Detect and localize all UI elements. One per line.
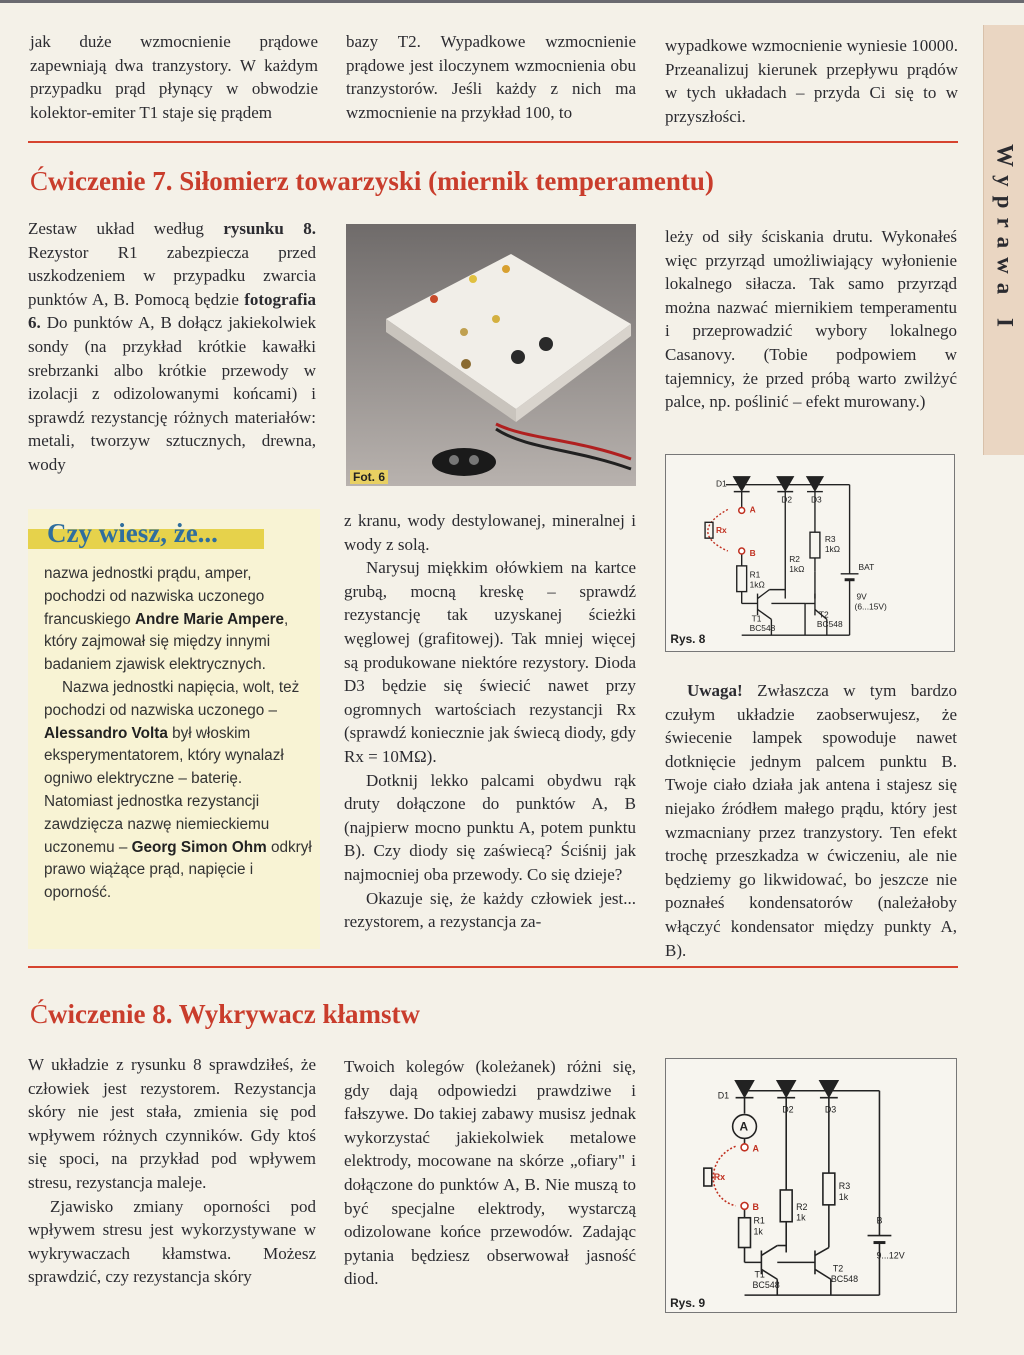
exercise-8-column-1 — [28, 1053, 316, 1289]
ex7-foto-ref: fotografia 6. — [28, 289, 316, 333]
top-column-3-text: wypadkowe wzmocnienie wyniesie 10000. Przeanalizuj kierunek przepływu prądów w tych układach – przyda Ci się to w przyszłości. — [665, 36, 958, 126]
rys9-battery-label: B — [876, 1215, 883, 1226]
rys8-battery-label: BAT — [858, 561, 875, 572]
rys9-point-a: A — [752, 1143, 759, 1154]
info-box-body — [44, 563, 314, 905]
rys8-battery-range: (6...15V) — [854, 601, 887, 612]
top-column-3 — [665, 34, 958, 128]
info-p2-text-end: odkrył prawo wiążące prąd, napięcie i oporność. — [44, 838, 312, 902]
rys9-caption: Rys. 9 — [670, 1296, 706, 1311]
info-p2-text-mid: był włoskim eksperymentatorem, który wynalazł ogniwo elektryczne – baterię. Natomiast jednostka rezystancji zawdzięcza nazwę niemieckiemu uczonemu – — [44, 724, 284, 856]
info-p2-text: Nazwa jednostki napięcia, wolt, też pochodzi od nazwiska uczonego – — [44, 678, 300, 719]
top-column-2-text: bazy T2. Wypadkowe wzmocnienie prądowe jest iloczynem wzmocnienia obu tranzystorów. Jeśli każdy z nich ma wzmocnienie na przykład 100, to — [346, 32, 636, 122]
ex7-rysunek-ref: rysunku 8. — [223, 219, 317, 238]
rys8-t1-label: T1 — [751, 613, 762, 624]
ex7-text-c: Rezystor R1 zabezpiecza przed uszkodzeniem w przypadku zwarcia punktów A, B. Pomocą będzie — [28, 242, 316, 309]
ex7-text-e: Do punktów A, B dołącz jakiekolwiek sondy (na przykład krótkie kawałki srebrzanki albo krótkie przewody w izolacji z odizolowanymi końcami) i sprawdź rezystancję różnych materiałów: metali, tworzyw sztucznych, drewna, wody — [28, 313, 316, 474]
ex8-col2-paragraph-1: Twoich kolegów (koleżanek) różni się, gdy dają odpowiedzi prawdziwe i fałszywe. Do takiej zabawy musisz jednak wykorzystać jakiekolwiek metalowe elektrody, mocowane na skórze „ofiary" i dołączone do punktów A, B. Nie muszą to być specjalne elektrody, wystarczą odizolowane końce przewodów. Zadając pytania będziesz obserwował jasność diod. — [344, 1057, 636, 1289]
ex7-col2-paragraph-2: Narysuj miękkim ołówkiem na kartce grubą, mocną kreskę – sprawdź rezystancję tak uzyskanej ścieżki węglowej (grafitowej). Tak mniej więcej są produkowane niektóre rezystory. Dioda D3 będzie się świecić nawet przy ogromnych wartościach rezystancji Rx (sprawdź koniecznie jak świecą diody, gdy Rx = 10MΩ). — [344, 558, 636, 766]
ex7-col2-paragraph-1: z kranu, wody destylowanej, mineralnej i wody z solą. — [344, 511, 636, 554]
section-side-tab — [983, 25, 1024, 455]
rys8-point-b: B — [749, 547, 756, 558]
section-divider-2 — [28, 966, 958, 968]
ex7-col3-paragraph-1: leży od siły ściskania drutu. Wykonałeś więc przyrząd umożliwiający wyłonienie lokalnego siłacza. Tak samo przyrząd można nazwać miernikiem temperamentu i przeprowadzić wybory lokalnego Casanovy. (Tobie podpowiem w tajemnicy, że przed próbą warto zwilżyć palce, np. poślinić – efekt murowany.) — [665, 227, 957, 412]
rys9-r1-value: 1k — [753, 1226, 763, 1237]
warning-text: Zwłaszcza w tym bardzo czułym układzie zaobserwujesz, że świecenie lampek spowoduje nawet dotknięcie jednym palcem punktu B. Twoje ciało działa jak antena i stajesz się niejako źródłem małego prądu, który jest wzmacniany przez tranzystory. Ten efekt trochę przeszkadza w ćwiczeniu, ale nie będziemy go likwidować, bo jeszcze nie poznałeś kondensatorów (należałoby włączyć kondensator między punkty A, B). — [665, 681, 957, 960]
rys9-schematic — [666, 1059, 956, 1312]
rys9-ammeter-symbol: A — [739, 1119, 749, 1134]
circuit-diagram-rys9 — [665, 1058, 957, 1313]
rys9-battery-voltage: 9...12V — [876, 1250, 905, 1261]
top-column-1-text: jak duże wzmocnienie prądowe zapewniają dwa tranzystory. W każdym przypadku prąd płynący w obwodzie kolektor-emiter T1 staje się prądem — [30, 32, 318, 122]
rys9-t1-type: BC548 — [752, 1280, 780, 1291]
rys8-point-a: A — [749, 504, 756, 515]
rys8-r3-value: 1kΩ — [824, 544, 841, 555]
exercise-7-heading-initial: Ć — [30, 166, 49, 196]
top-column-1 — [30, 30, 318, 124]
rys9-rx-label: Rx — [713, 1172, 726, 1183]
ex7-col2-paragraph-3: Dotknij lekko palcami obydwu rąk druty dołączone do punktów A, B (najpierw mocno punktu A, potem punktu B). Czy diody się zaświecą? Ściśnij jak najmocniej oba przewody. Co się dzieje? — [344, 770, 636, 884]
info-p1-text: nazwa jednostki prądu, amper, pochodzi od nazwiska uczonego francuskiego — [44, 565, 265, 628]
rys8-r1-value: 1kΩ — [749, 579, 765, 590]
rys8-rx-label: Rx — [715, 525, 727, 536]
exercise-8-column-2 — [344, 1055, 636, 1291]
rys8-d2-label: D2 — [781, 494, 793, 505]
warning-label: Uwaga! — [687, 681, 743, 700]
exercise-7-warning — [665, 679, 957, 962]
rys8-t1-type: BC548 — [749, 623, 776, 634]
ex8-col1-paragraph-1: W układzie z rysunku 8 sprawdziłeś, że człowiek jest rezystorem. Rezystancja skóry nie jest stała, zmienia się pod wpływem różnych czynników. Gdy ktoś się spoci, na przykład pod wpływem stresu, rezystancja maleje. — [28, 1055, 316, 1192]
rys8-t2-type: BC548 — [816, 619, 843, 630]
rys9-d3-label: D3 — [824, 1104, 837, 1115]
rys9-t2-type: BC548 — [830, 1274, 859, 1285]
info-ohm-name: Georg Simon Ohm — [131, 838, 267, 856]
rys9-r3-value: 1k — [838, 1191, 849, 1202]
exercise-7-column-2 — [344, 509, 636, 934]
rys8-d1-label: D1 — [715, 478, 727, 489]
side-tab-label: Wyprawa I — [992, 144, 1018, 336]
rys8-schematic — [666, 455, 954, 651]
exercise-7-heading-text: wiczenie 7. Siłomierz towarzyski (miernik temperamentu) — [48, 166, 714, 196]
photo-caption: Fot. 6 — [350, 470, 388, 484]
rys9-d1-label: D1 — [717, 1090, 730, 1101]
rys9-r2-label: R2 — [796, 1201, 808, 1212]
rys9-t2-label: T2 — [832, 1263, 844, 1274]
ex8-col1-paragraph-2: Zjawisko zmiany oporności pod wpływem stresu jest wykorzystywane w wykrywaczach kłamstwa. Możesz sprawdzić, czy rezystancja skóry — [28, 1196, 316, 1287]
exercise-8-heading — [30, 999, 420, 1030]
section-divider-1 — [28, 141, 958, 143]
exercise-8-heading-initial: Ć — [30, 999, 49, 1029]
info-p1-text-end: , który zajmował się między innymi badaniem zjawisk elektrycznych. — [44, 610, 289, 674]
exercise-7-heading — [30, 166, 714, 197]
ex7-text-a: Zestaw układ według — [28, 219, 224, 238]
info-ampere-name: Andre Marie Ampere — [134, 610, 285, 628]
rys9-r2-value: 1k — [796, 1212, 806, 1223]
exercise-8-heading-text: wiczenie 8. Wykrywacz kłamstw — [48, 999, 420, 1029]
rys8-t2-label: T2 — [818, 609, 829, 620]
rys9-r3-label: R3 — [838, 1180, 851, 1191]
circuit-diagram-rys8 — [665, 454, 955, 652]
rys8-r3-label: R3 — [824, 534, 836, 545]
exercise-7-column-3 — [665, 225, 957, 414]
rys8-r2-value: 1kΩ — [789, 563, 805, 574]
rys8-r1-label: R1 — [749, 569, 761, 580]
rys9-point-b: B — [752, 1201, 759, 1212]
info-volta-name: Alessandro Volta — [44, 724, 168, 742]
rys8-r2-label: R2 — [789, 553, 800, 564]
rys8-d3-label: D3 — [810, 494, 822, 505]
top-column-2 — [346, 30, 636, 124]
photo-breadboard — [346, 224, 636, 486]
breadboard-photo-illustration — [346, 224, 636, 486]
rys8-caption: Rys. 8 — [670, 632, 706, 647]
ex7-col2-paragraph-4: Okazuje się, że każdy człowiek jest... rezystorem, a rezystancja za- — [344, 888, 636, 932]
rys9-d2-label: D2 — [782, 1104, 794, 1115]
rys9-r1-label: R1 — [753, 1215, 765, 1226]
rys9-t1-label: T1 — [754, 1269, 765, 1280]
rys8-battery-voltage: 9V — [856, 591, 867, 602]
top-rule — [0, 0, 1024, 3]
info-box-title: Czy wiesz, że... — [47, 518, 218, 548]
exercise-7-column-1 — [28, 217, 316, 477]
